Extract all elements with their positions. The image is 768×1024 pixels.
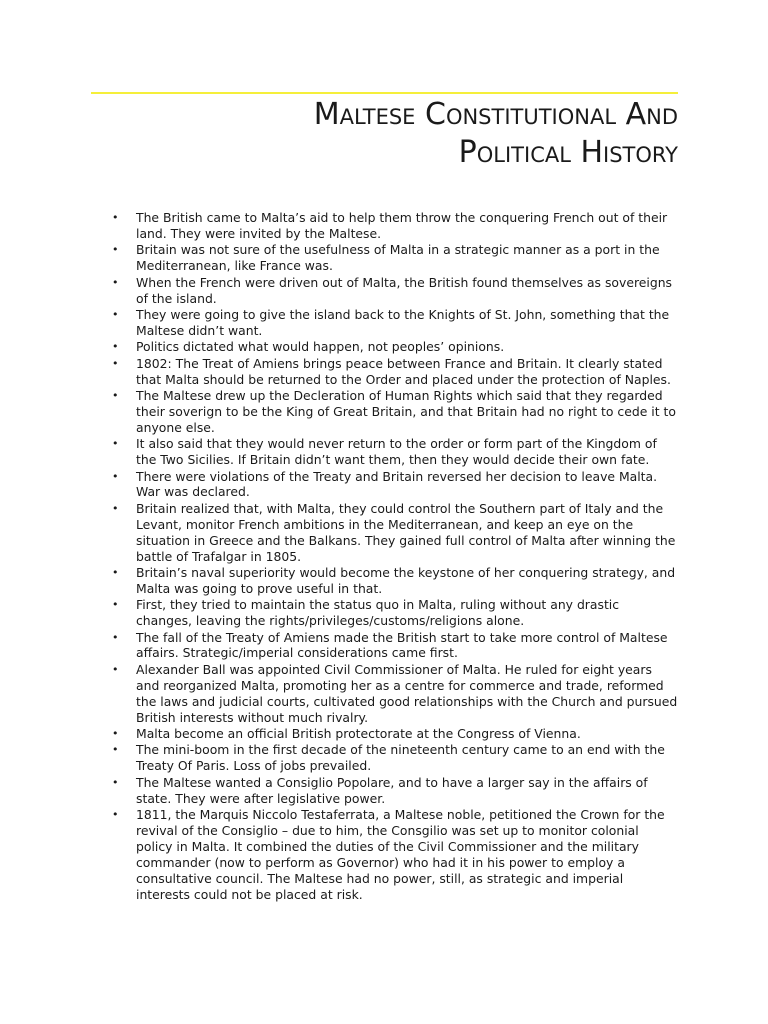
bullet-icon: • — [112, 275, 119, 289]
list-item-text: The Maltese wanted a Consiglio Popolare, and to have a larger say in the affairs of state. They were after legislative power. — [136, 774, 648, 806]
bullet-icon: • — [112, 598, 119, 612]
bullet-icon: • — [112, 340, 119, 354]
bullet-icon: • — [112, 662, 119, 676]
list-item — [108, 339, 678, 355]
list-item-text: First, they tried to maintain the status quo in Malta, ruling without any drastic changes, leaving the rights/privileges/customs/religions alone. — [136, 597, 620, 629]
list-item — [108, 210, 678, 242]
bullet-icon: • — [112, 565, 119, 579]
page-title: Maltese Constitutional And Political History — [313, 97, 678, 170]
bullet-icon: • — [112, 630, 119, 644]
list-item-text: Alexander Ball was appointed Civil Commissioner of Malta. He ruled for eight years and reorganized Malta, promoting her as a centre for commerce and trade, reformed the laws and judicial courts, cultivated good relationships with the Church and pursued British interests without much rivalry. — [136, 661, 678, 725]
list-item — [108, 807, 678, 902]
list-item — [108, 501, 678, 565]
list-item — [108, 742, 678, 774]
bullet-icon: • — [112, 743, 119, 757]
bullet-list — [108, 210, 678, 903]
bullet-icon: • — [112, 469, 119, 483]
bullet-icon: • — [112, 727, 119, 740]
bullet-icon: • — [112, 775, 119, 789]
list-item-text: They were going to give the island back to the Knights of St. John, something that the Maltese didn’t want. — [136, 306, 670, 338]
list-item — [108, 630, 678, 662]
list-item-text: Politics dictated what would happen, not peoples’ opinions. — [136, 339, 505, 355]
list-item-text: Britain was not sure of the usefulness of Malta in a strategic manner as a port in the Mediterranean, like France was. — [136, 242, 660, 274]
list-item — [108, 242, 678, 274]
list-item — [108, 307, 678, 339]
list-item-text: The British came to Malta’s aid to help them throw the conquering French out of their land. They were invited by the Maltese. — [136, 210, 668, 241]
list-item — [108, 565, 678, 597]
list-item-text: The mini-boom in the first decade of the nineteenth century came to an end with the Treaty Of Paris. Loss of jobs prevailed. — [136, 742, 665, 774]
list-item — [108, 388, 678, 436]
list-item — [108, 775, 678, 807]
bullet-icon: • — [112, 356, 119, 370]
list-item-text: Malta become an official British protectorate at the Congress of Vienna. — [136, 726, 581, 741]
list-item-text: When the French were driven out of Malta, the British found themselves as sovereigns of the island. — [136, 274, 673, 306]
list-item-text: There were violations of the Treaty and Britain reversed her decision to leave Malta. War was declared. — [136, 468, 658, 500]
list-item-text: Britain realized that, with Malta, they could control the Southern part of Italy and the Levant, monitor French ambitions in the Mediterranean, and keep an eye on the situation in Greece and the Balkans. They gained full control of Malta after winning the battle of Trafalgar in 1805. — [136, 500, 676, 564]
list-item — [108, 662, 678, 726]
list-item — [108, 436, 678, 468]
list-item-text: 1802: The Treat of Amiens brings peace between France and Britain. It clearly stated that Malta should be returned to the Order and placed under the protection of Naples. — [136, 355, 671, 387]
list-item-text: It also said that they would never return to the order or form part of the Kingdom of the Two Sicilies. If Britain didn’t want them, then they would decide their own fate. — [136, 436, 657, 468]
header-rule — [91, 92, 678, 94]
bullet-icon: • — [112, 211, 119, 224]
bullet-icon: • — [112, 808, 119, 822]
list-item-text: The Maltese drew up the Decleration of Human Rights which said that they regarded their soverign to be the King of Great Britain, and that Britain had no right to cede it to anyone else. — [136, 387, 676, 435]
list-item-text: The fall of the Treaty of Amiens made the British start to take more control of Maltese affairs. Strategic/imperial considerations came first. — [136, 629, 668, 661]
list-item — [108, 726, 678, 742]
list-item-text: Britain’s naval superiority would become the keystone of her conquering strategy, and Malta was going to prove useful in that. — [136, 564, 676, 596]
bullet-icon: • — [112, 307, 119, 321]
list-item-text: 1811, the Marquis Niccolo Testaferrata, a Maltese noble, petitioned the Crown for the revival of the Consiglio – due to him, the Consgilio was set up to monitor colonial policy in Malta. It combined the duties of the Civil Commissioner and the military commander (now to perform as Governor) who had it in his power to employ a consultative council. The Maltese had no power, still, as strategic and imperial interests could not be placed at risk. — [136, 807, 665, 902]
bullet-icon: • — [112, 501, 119, 515]
bullet-icon: • — [112, 243, 119, 257]
list-item — [108, 356, 678, 388]
bullet-icon: • — [112, 437, 119, 451]
list-item — [108, 275, 678, 307]
list-item — [108, 469, 678, 501]
list-item — [108, 597, 678, 629]
bullet-icon: • — [112, 388, 119, 402]
